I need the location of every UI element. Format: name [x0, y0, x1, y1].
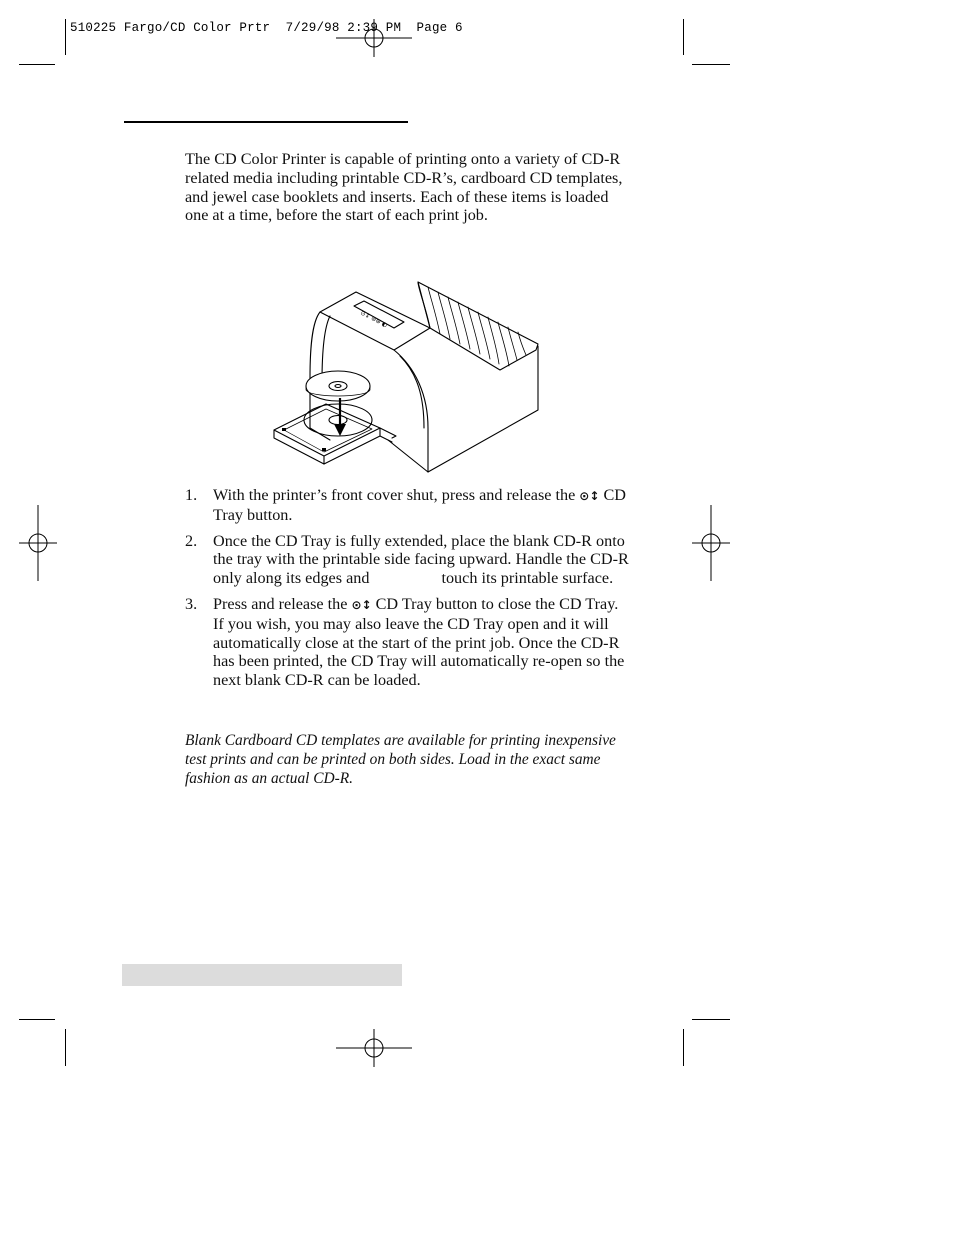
step-number: 2.	[185, 531, 198, 550]
step-number: 3.	[185, 594, 198, 613]
step-text: CD Tray button.	[213, 486, 626, 524]
registration-mark-right	[692, 505, 730, 581]
step-text: touch its printable surface.	[441, 569, 614, 588]
registration-mark-bottom	[336, 1029, 412, 1067]
crop-mark	[65, 1029, 66, 1066]
step-3	[185, 595, 630, 690]
footer-bar	[122, 964, 402, 986]
svg-text:⊙↕ ⊚⊛ ◐: ⊙↕ ⊚⊛ ◐	[359, 309, 389, 330]
crop-mark	[683, 1029, 684, 1066]
step-text: CD Tray button to close the CD Tray. If you wish, you may also leave the CD Tray open and it will automatically close at the start of the print job. Once the CD-R has been printed, the CD Tray will automatically re-open so the next blank CD-R can be loaded.	[213, 594, 625, 690]
step-1	[185, 486, 630, 525]
step-text: Press and release the	[213, 594, 348, 613]
crop-mark	[19, 64, 55, 65]
crop-mark	[65, 19, 66, 55]
registration-mark-left	[19, 505, 57, 581]
step-text: Once the CD Tray is fully extended, place the blank CD-R onto the tray with the printable side facing upward. Handle the CD-R only along its edges and	[213, 531, 629, 588]
cd-tray-button-icon: ⊙↕	[351, 597, 372, 612]
crop-mark	[692, 64, 730, 65]
crop-mark	[692, 1019, 730, 1020]
crop-mark	[683, 19, 684, 55]
step-number: 1.	[185, 486, 198, 504]
cd-tray-button-icon: ⊙↕	[579, 489, 600, 503]
note-paragraph: Blank Cardboard CD templates are available for printing inexpensive test prints and can be printed on both sides. Load in the exact same fashion as an actual CD-R.	[185, 732, 616, 787]
print-slug: 510225 Fargo/CD Color Prtr 7/29/98 2:39 PM Page 6	[70, 21, 463, 35]
cd-printer-with-tray-illustration	[268, 278, 544, 474]
crop-mark	[19, 1019, 55, 1020]
steps-list	[185, 486, 630, 697]
step-2	[185, 532, 630, 588]
intro-paragraph: The CD Color Printer is capable of printing onto a variety of CD-R related media including printable CD-R’s, cardboard CD templates, and jewel case booklets and inserts. Each of these items is loaded one at a time, before the start of each print job.	[185, 150, 623, 225]
header-rule	[124, 121, 408, 123]
step-text: With the printer’s front cover shut, press and release the	[213, 486, 576, 504]
